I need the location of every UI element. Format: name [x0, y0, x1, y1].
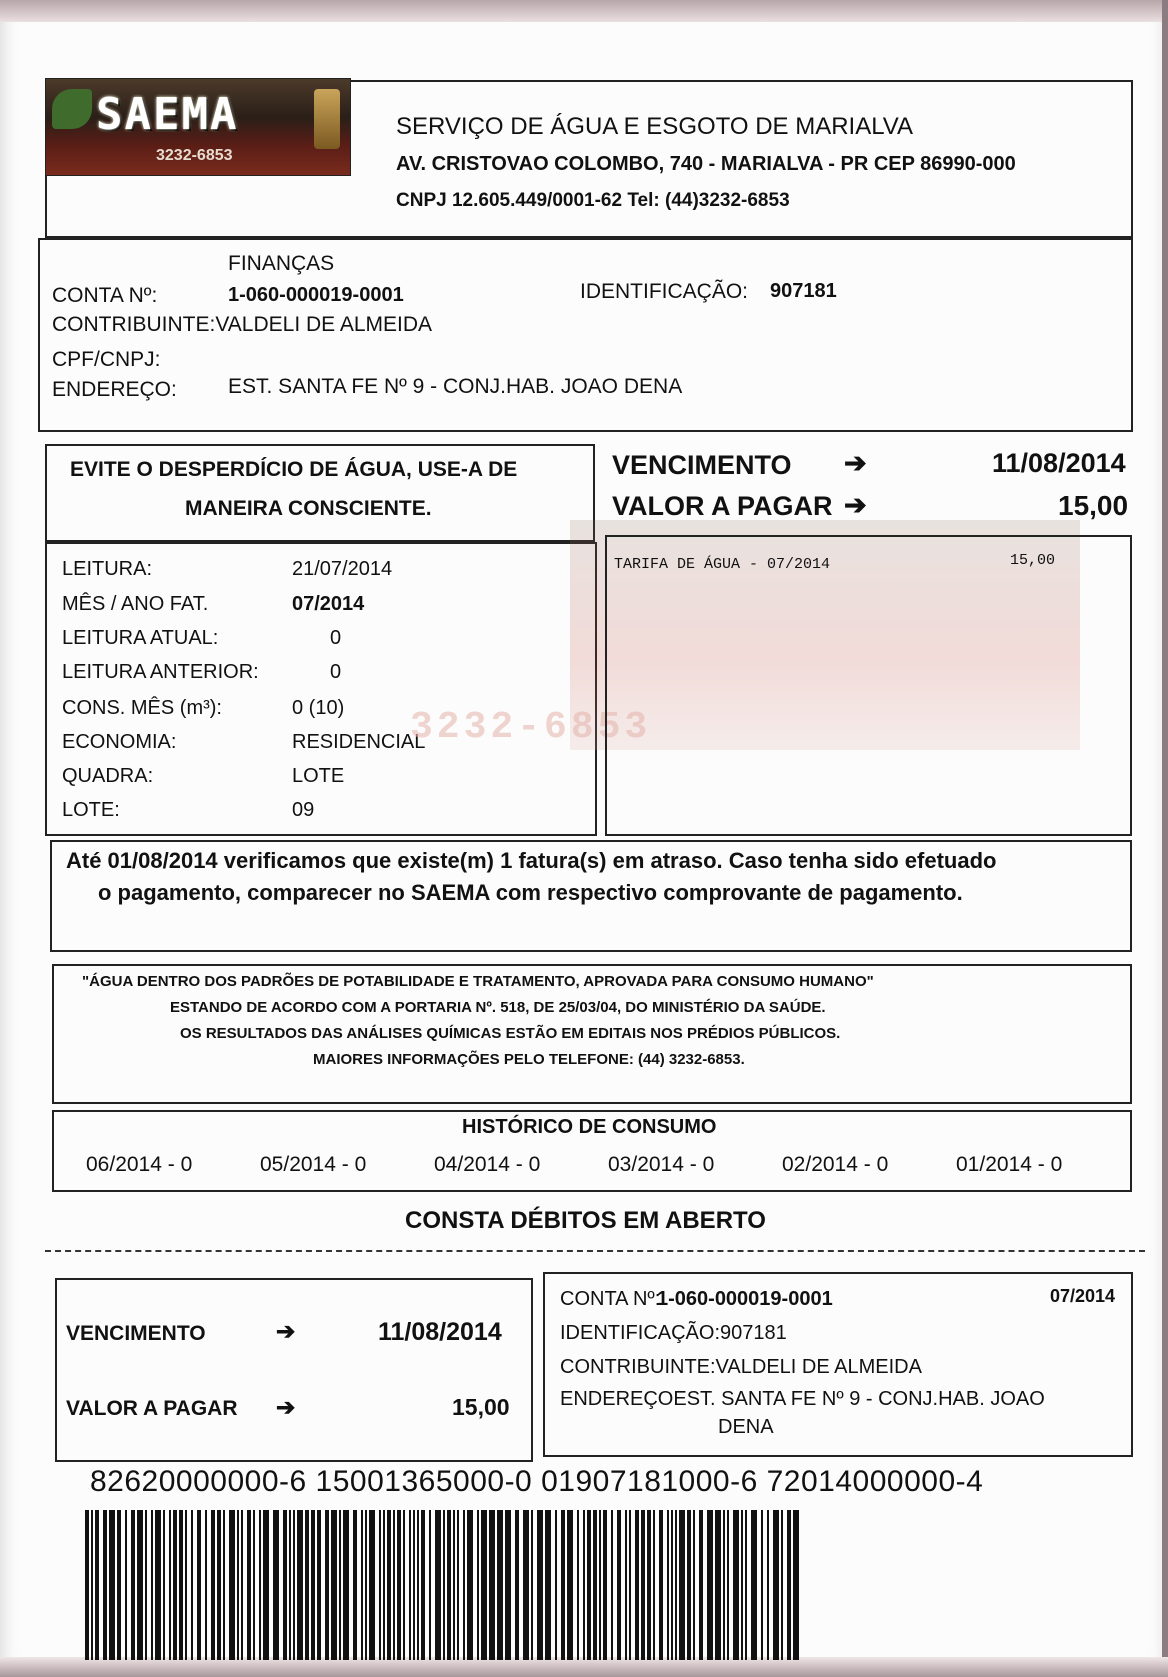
debts-notice: CONSTA DÉBITOS EM ABERTO	[405, 1207, 766, 1234]
overdue-line1: Até 01/08/2014 verificamos que existe(m) 1 fatura(s) em atraso. Caso tenha sido efetuado	[66, 848, 997, 873]
quality-line3: OS RESULTADOS DAS ANÁLISES QUÍMICAS ESTÃO EM EDITAIS NOS PRÉDIOS PÚBLICOS.	[180, 1025, 841, 1042]
stub-identificacao: IDENTIFICAÇÃO:907181	[560, 1322, 787, 1344]
history-item: 06/2014 - 0	[86, 1153, 193, 1176]
conta-value: 1-060-000019-0001	[228, 284, 404, 306]
cons-value: 0 (10)	[292, 697, 345, 719]
quality-line1: "ÁGUA DENTRO DOS PADRÕES DE POTABILIDADE E TRATAMENTO, APROVADA PARA CONSUMO HUMANO"	[82, 973, 874, 990]
arrow-icon: ➔	[844, 490, 867, 520]
arrow-icon: ➔	[844, 448, 867, 478]
stub-vencimento-value: 11/08/2014	[378, 1318, 502, 1346]
quadra-value: LOTE	[292, 765, 345, 787]
notice-line2: MANEIRA CONSCIENTE.	[185, 497, 432, 520]
atual-label: LEITURA ATUAL:	[62, 627, 219, 649]
lote-label: LOTE:	[62, 799, 120, 821]
cpf-label: CPF/CNPJ:	[52, 348, 161, 371]
dept-label: FINANÇAS	[228, 252, 335, 275]
history-item: 04/2014 - 0	[434, 1153, 541, 1176]
tariff-label: TARIFA DE ÁGUA - 07/2014	[614, 556, 831, 573]
notice-line1: EVITE O DESPERDÍCIO DE ÁGUA, USE-A DE	[70, 458, 518, 481]
stub-valor-value: 15,00	[452, 1394, 510, 1420]
identificacao-label: IDENTIFICAÇÃO:	[580, 280, 749, 303]
quadra-label: QUADRA:	[62, 765, 154, 787]
stub-endereco2: DENA	[718, 1416, 774, 1438]
leaf-icon	[52, 89, 92, 129]
anterior-value: 0	[330, 661, 342, 683]
company-cnpj-tel: CNPJ 12.605.449/0001-62 Tel: (44)3232-6853	[396, 190, 790, 211]
tariff-value: 15,00	[1010, 552, 1056, 569]
barcode	[85, 1510, 800, 1660]
valor-value: 15,00	[1058, 490, 1129, 521]
stub-conta-value: 1-060-000019-0001	[657, 1288, 833, 1310]
contribuinte: CONTRIBUINTE:VALDELI DE ALMEIDA	[52, 313, 433, 336]
lote-value: 09	[292, 799, 315, 821]
arrow-icon: ➔	[276, 1394, 296, 1420]
scan-right-edge	[1162, 0, 1168, 1677]
endereco-label: ENDEREÇO:	[52, 378, 177, 401]
history-item: 05/2014 - 0	[260, 1153, 367, 1176]
faucet-icon	[314, 89, 340, 149]
stub-vencimento-label: VENCIMENTO	[66, 1322, 206, 1345]
arrow-icon: ➔	[276, 1318, 296, 1344]
atual-value: 0	[330, 627, 342, 649]
economia-value: RESIDENCIAL	[292, 731, 426, 753]
vencimento-label: VENCIMENTO	[612, 450, 792, 480]
endereco-value: EST. SANTA FE Nº 9 - CONJ.HAB. JOAO DENA	[228, 375, 683, 398]
logo-wordmark: SAEMA	[96, 89, 239, 140]
economia-label: ECONOMIA:	[62, 731, 177, 753]
cut-line	[45, 1250, 1145, 1252]
mes-value: 07/2014	[292, 593, 365, 615]
valor-label: VALOR A PAGAR	[612, 491, 833, 521]
stub-endereco1: ENDEREÇOEST. SANTA FE Nº 9 - CONJ.HAB. JOAO	[560, 1388, 1045, 1410]
stub-due-box	[55, 1278, 533, 1462]
scan-top-edge	[0, 0, 1168, 22]
tariff-box	[605, 535, 1132, 836]
reading-box	[45, 542, 597, 836]
leitura-label: LEITURA:	[62, 558, 153, 580]
identificacao-value: 907181	[770, 280, 837, 302]
history-item: 01/2014 - 0	[956, 1153, 1063, 1176]
company-address: AV. CRISTOVAO COLOMBO, 740 - MARIALVA - PR CEP 86990-000	[396, 153, 1016, 175]
history-title: HISTÓRICO DE CONSUMO	[462, 1116, 717, 1138]
history-item: 03/2014 - 0	[608, 1153, 715, 1176]
stub-period: 07/2014	[1050, 1286, 1116, 1306]
stub-contribuinte: CONTRIBUINTE:VALDELI DE ALMEIDA	[560, 1356, 922, 1378]
stub-conta-label: CONTA Nº:	[560, 1288, 661, 1310]
vencimento-value: 11/08/2014	[992, 448, 1126, 478]
overdue-line2: o pagamento, comparecer no SAEMA com respectivo comprovante de pagamento.	[98, 880, 963, 905]
leitura-value: 21/07/2014	[292, 558, 393, 580]
mes-label: MÊS / ANO FAT.	[62, 593, 209, 615]
history-item: 02/2014 - 0	[782, 1153, 889, 1176]
quality-line4: MAIORES INFORMAÇÕES PELO TELEFONE: (44) 3232-6853.	[313, 1051, 745, 1068]
logo-phone: 3232-6853	[156, 147, 233, 164]
company-name: SERVIÇO DE ÁGUA E ESGOTO DE MARIALVA	[396, 113, 914, 140]
stub-valor-label: VALOR A PAGAR	[66, 1397, 238, 1420]
barcode-digits: 82620000000-6 15001365000-0 01907181000-6 72014000000-4	[90, 1465, 984, 1498]
quality-line2: ESTANDO DE ACORDO COM A PORTARIA Nº. 518, DE 25/03/04, DO MINISTÉRIO DA SAÚDE.	[170, 999, 826, 1016]
scan-bottom-edge	[0, 1657, 1168, 1677]
cons-label: CONS. MÊS (m³):	[62, 697, 222, 719]
saema-logo	[45, 78, 351, 176]
conta-label: CONTA Nº:	[52, 284, 158, 307]
anterior-label: LEITURA ANTERIOR:	[62, 661, 259, 683]
tariff-watermark-phone: 3232-6853	[410, 706, 652, 749]
